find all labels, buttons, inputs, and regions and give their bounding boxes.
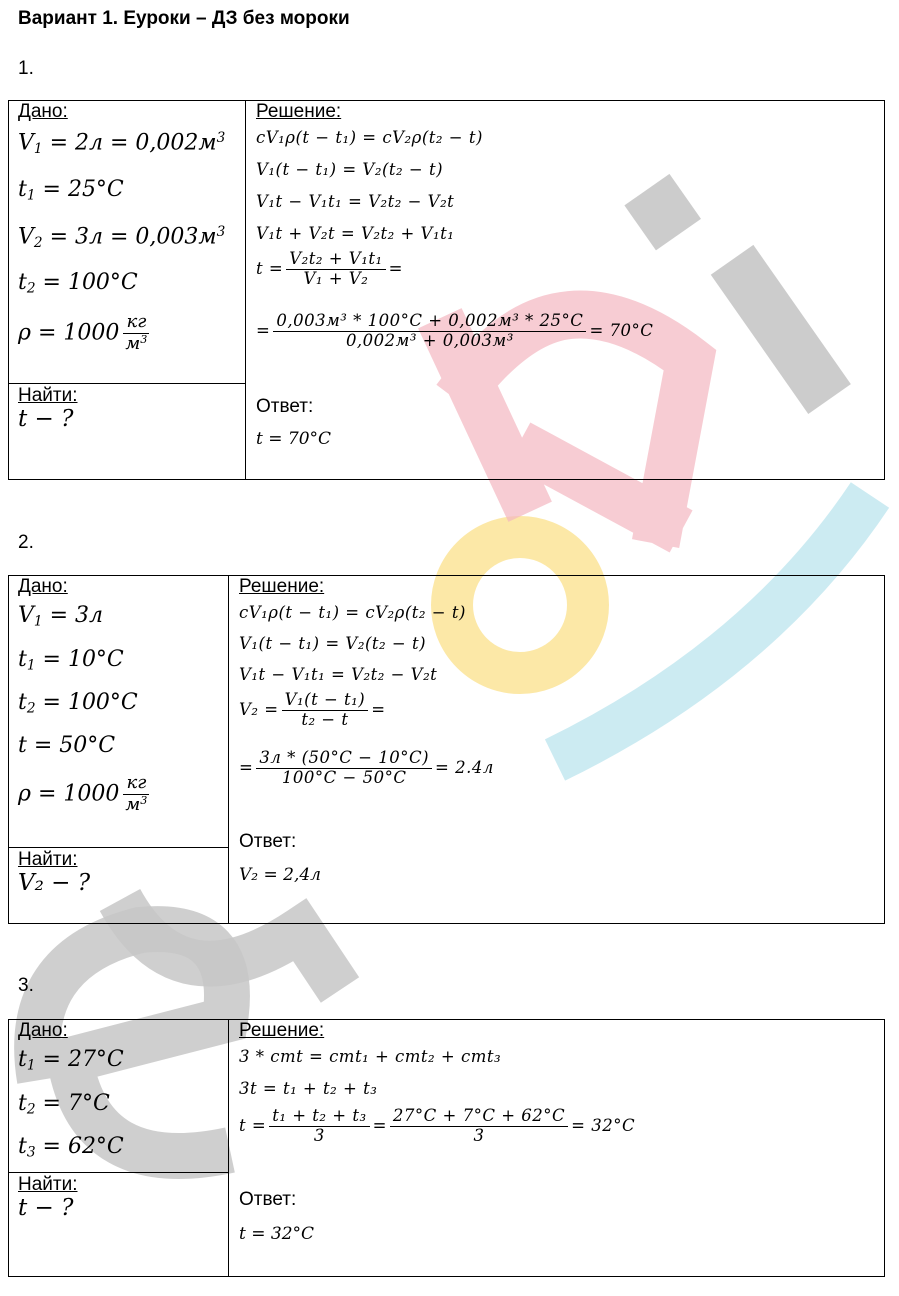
task-number: 1. [18,58,34,79]
solution-label: Решение: [256,101,342,122]
page-title: Вариант 1. Еуроки – ДЗ без мороки [18,8,350,29]
find-label: Найти: [18,385,78,406]
answer-label: Ответ: [256,396,314,417]
solution-line: 3t = t₁ + t₂ + t₃ [239,1079,378,1098]
solution-line: 3 * cmt = cmt₁ + cmt₂ + cmt₃ [239,1047,502,1066]
given-line: $t_3 = 62^\circ C$ [18,1134,124,1161]
task-number: 3. [18,975,34,996]
given-line: ρ = 1000 $\frac{кг}{м^3}$ [18,311,148,354]
solution-line: = $\frac{\text{0,003м³ * 100°C + 0,002м³ * 25°C}}{\text{0,002м³ + 0,003м³}}$ = 70°C [256,311,654,350]
find-label: Найти: [18,1174,78,1195]
given-line: $t_2 = 100^\circ C$ [18,270,138,297]
solution-line: V₁(t − t₁) = V₂(t₂ − t) [256,160,444,179]
answer-label: Ответ: [239,831,297,852]
given-line: t = 50°C [18,733,116,758]
solution-line: V₁(t − t₁) = V₂(t₂ − t) [239,634,427,653]
given-cell [9,1020,229,1173]
find-expression: V₂ − ? [18,870,91,896]
given-line: $V_2 = 3л = 0,003м^3$ [18,224,226,251]
given-line: $t_2 = 100^\circ C$ [18,690,138,717]
given-line: $t_2 = 7^\circ C$ [18,1091,110,1118]
find-expression: t − ? [18,1195,74,1221]
answer-value: t = 32°C [239,1224,315,1244]
given-line: $t_1 = 27^\circ C$ [18,1047,124,1074]
solution-line: = $\frac{3л * (50^\circ C - 10^\circ C)}{100^\circ C - 50^\circ C}$ = 2.4л [239,748,494,787]
solution-line: cV₁ρ(t − t₁) = cV₂ρ(t₂ − t) [239,603,466,622]
find-expression: t − ? [18,406,74,432]
given-line: $V_1 = 2л = 0,002м^3$ [18,130,226,157]
solution-label: Решение: [239,576,325,597]
given-line: ρ = 1000 $\frac{кг}{м^3}$ [18,772,148,815]
solution-label: Решение: [239,1020,325,1041]
solution-cell [229,576,885,924]
given-label: Дано: [18,1020,68,1041]
given-cell [9,101,246,384]
solution-cell [246,101,885,480]
solution-line: V₂ = $\frac{\text{V₁(t − t₁)}}{\text{t₂ − t}}$ = [239,690,386,729]
find-label: Найти: [18,849,78,870]
given-line: $V_1 = 3л$ [18,603,103,630]
task-number: 2. [18,532,34,553]
answer-label: Ответ: [239,1189,297,1210]
task-table [8,1019,885,1277]
given-line: $t_1 = 10^\circ C$ [18,647,124,674]
task-table [8,100,885,480]
solution-line: cV₁ρ(t − t₁) = cV₂ρ(t₂ − t) [256,128,483,147]
solution-line: V₁t + V₂t = V₂t₂ + V₁t₁ [256,224,455,243]
answer-value: t = 70°C [256,429,332,449]
answer-value: V₂ = 2,4л [239,865,322,885]
solution-line: t = $\frac{\text{V₂t₂ + V₁t₁}}{\text{V₁ + V₂}}$ = [256,249,403,288]
solution-line: V₁t − V₁t₁ = V₂t₂ − V₂t [239,665,438,684]
given-label: Дано: [18,576,68,597]
solution-line: V₁t − V₁t₁ = V₂t₂ − V₂t [256,192,455,211]
given-label: Дано: [18,101,68,122]
solution-line: t = $\frac{\text{t₁ + t₂ + t₃}}{3}$ = $\frac{27^\circ C + 7^\circ C + 62^\circ C}{3}$ = 32°C [239,1106,636,1145]
given-cell [9,576,229,848]
given-line: $t_1 = 25^\circ C$ [18,177,124,204]
solution-cell [229,1020,885,1277]
task-table [8,575,885,924]
